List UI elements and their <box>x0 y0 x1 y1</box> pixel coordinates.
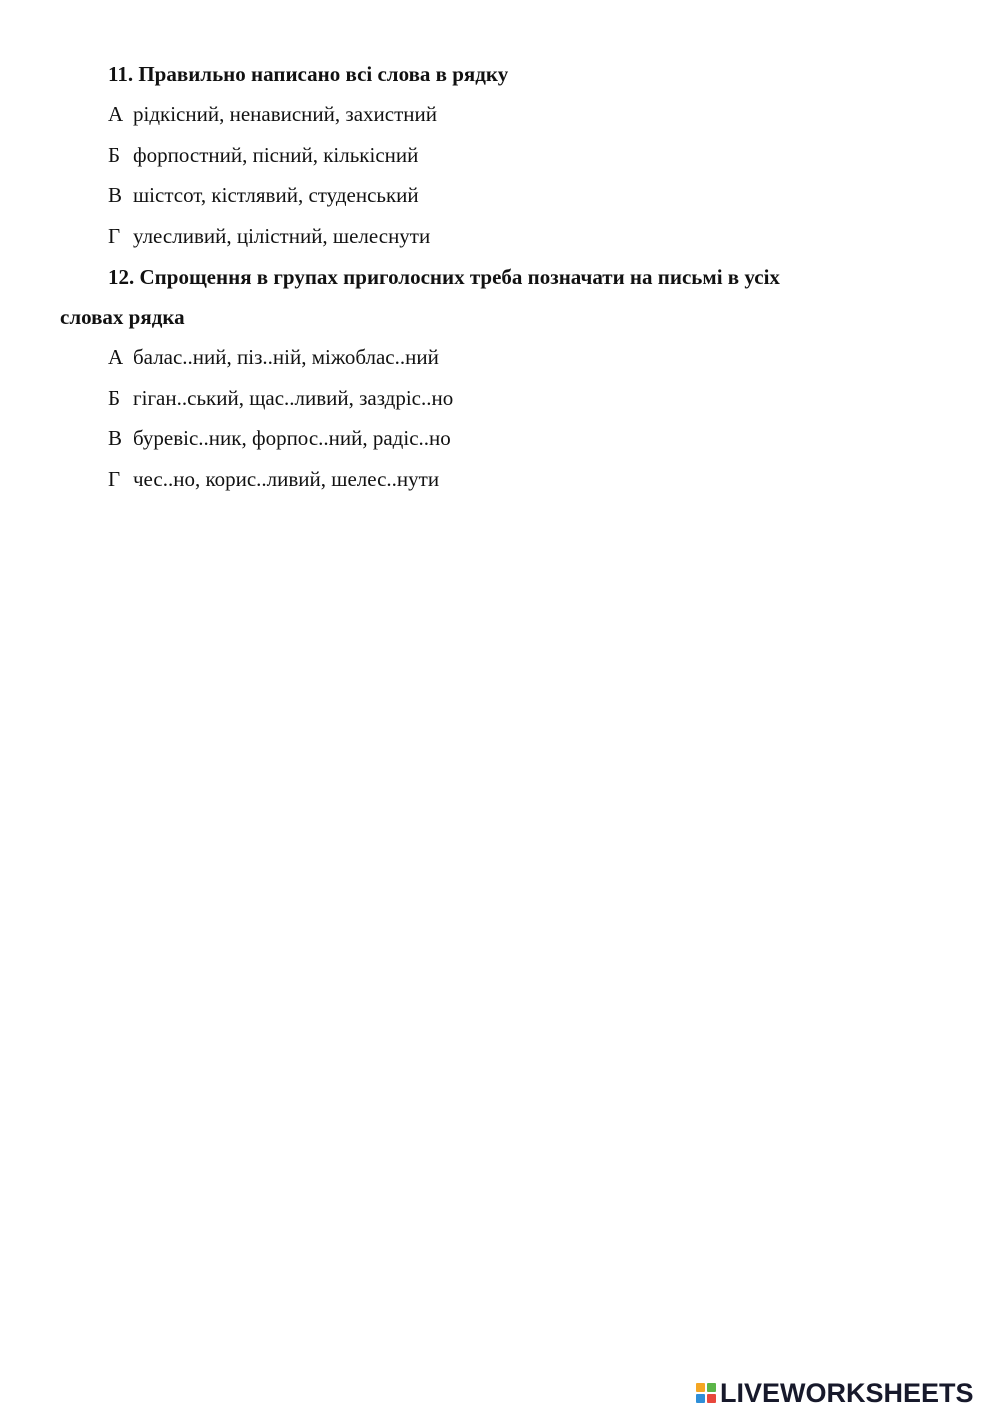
question-12-option-c[interactable] <box>108 425 451 451</box>
logo-square-1 <box>696 1383 705 1392</box>
question-12-option-a[interactable] <box>108 344 439 370</box>
question-12-option-d[interactable] <box>108 466 439 492</box>
logo-square-4 <box>707 1394 716 1403</box>
option-letter: А <box>108 345 124 369</box>
option-text: гіган..ський, щас..ливий, заздріс..но <box>133 386 454 410</box>
option-text: чес..но, корис..ливий, шелес..нути <box>133 467 440 491</box>
option-letter: А <box>108 102 124 126</box>
option-text: улесливий, цілістний, шелеснути <box>133 224 431 248</box>
option-text: рідкісний, ненависний, захистний <box>133 102 437 126</box>
option-letter: Б <box>108 386 121 410</box>
question-12-title-continuation: словах рядка <box>60 305 185 329</box>
option-letter: Г <box>108 224 121 248</box>
question-11-option-c[interactable] <box>108 182 419 208</box>
logo-square-3 <box>696 1394 705 1403</box>
question-12-title: 12. Спрощення в групах приголосних треба позначати на письмі в усіх <box>108 265 780 289</box>
question-11-option-d[interactable] <box>108 223 430 249</box>
option-text: балас..ний, піз..ній, міжоблас..ний <box>133 345 439 369</box>
option-text: форпостний, пісний, кількісний <box>133 143 419 167</box>
option-letter: Г <box>108 467 121 491</box>
liveworksheets-logo <box>696 1377 974 1409</box>
option-letter: В <box>108 426 123 450</box>
option-text: шістсот, кістлявий, студенський <box>133 183 419 207</box>
liveworksheets-logo-icon <box>696 1383 716 1403</box>
logo-square-2 <box>707 1383 716 1392</box>
question-11-option-b[interactable] <box>108 142 418 168</box>
question-12-option-b[interactable] <box>108 385 453 411</box>
question-11-option-a[interactable] <box>108 101 437 127</box>
option-letter: Б <box>108 143 121 167</box>
logo-text: LIVEWORKSHEETS <box>720 1377 974 1408</box>
option-letter: В <box>108 183 123 207</box>
question-11-title: 11. Правильно написано всі слова в рядку <box>108 62 509 86</box>
option-text: буревіс..ник, форпос..ний, радіс..но <box>133 426 451 450</box>
